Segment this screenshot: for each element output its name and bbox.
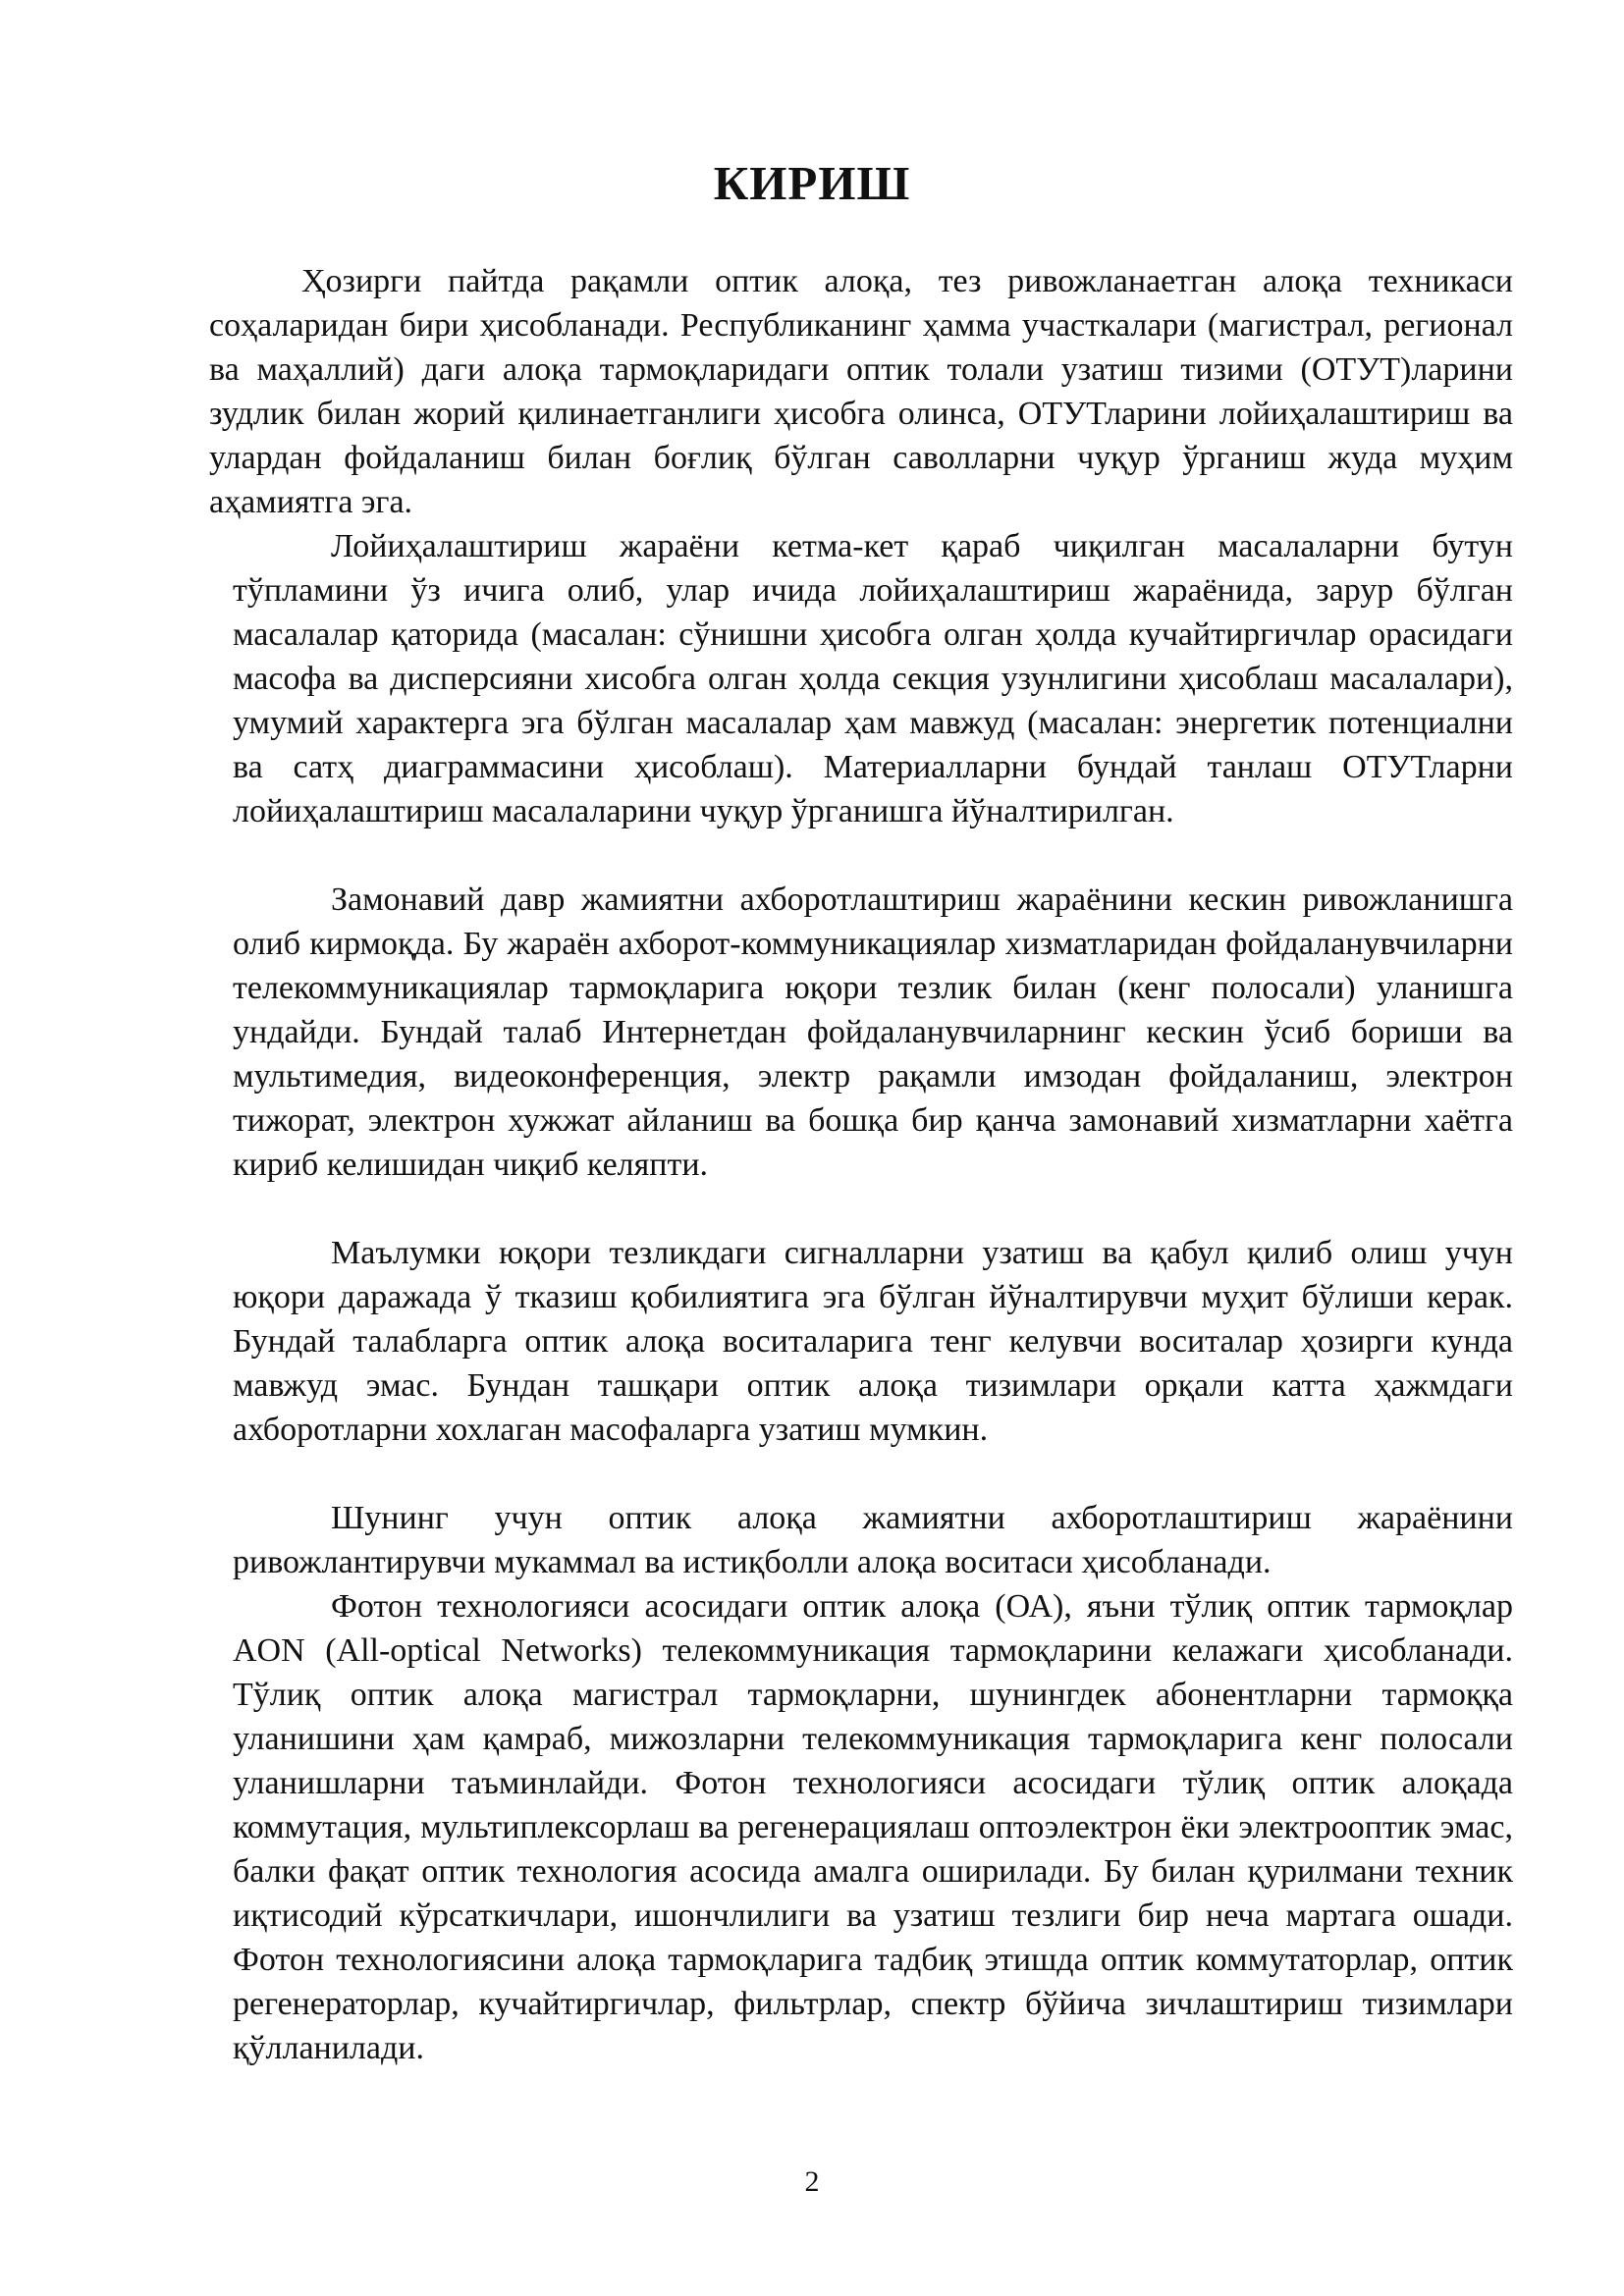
page-number: 2	[804, 2165, 820, 2198]
paragraph-4: Маълумки юқори тезликдаги сигналларни узатиш ва қабул қилиб олиш учун юқори даражада ў тказиш қобилиятига эга бўлган йўналтирувчи муҳит бўлиши керак. Бундай талабларга оптик алоқа воситаларига тенг келувчи воситалар ҳозирги кунда мавжуд эмас. Бундан ташқари оптик алоқа тизимлари орқали катта ҳажмдаги ахборотларни хохлаган масофаларга узатиш мумкин.	[233, 1235, 1513, 1448]
page-title: КИРИШ	[713, 156, 911, 210]
paragraph-5: Шунинг учун оптик алоқа жамиятни ахборотлаштириш жараёнини ривожлантирувчи мукаммал ва истиқболли алоқа воситаси ҳисобланади.	[233, 1500, 1513, 1580]
paragraph-6: Фотон технологияси асосидаги оптик алоқа (ОА), яъни тўлиқ оптик тармоқлар AON (All-optical Networks) телекоммуникация тармоқларини келажаги ҳисобланади. Тўлиқ оптик алоқа магистрал тармоқларни, шунингдек абонентларни тармоққа уланишини ҳам қамраб, мижозларни телекоммуникация тармоқларига кенг полосали уланишларни таъминлайди. Фотон технологияси асосидаги тўлиқ оптик алоқада коммутация, мультиплексорлаш ва регенерациялаш оптоэлектрон ёки электрооптик эмас, балки фақат оптик технология асосида амалга оширилади. Бу билан қурилмани техник иқтисодий кўрсаткичлари, ишончлилиги ва узатиш тезлиги бир неча мартага ошади. Фотон технологиясини алоқа тармоқларига тадбиқ этишда оптик коммутаторлар, оптик регенераторлар, кучайтиргичлар, фильтрлар, спектр бўйича зичлаштириш тизимлари қўлланилади.	[233, 1588, 1513, 2066]
paragraph-1: Ҳозирги пайтда рақамли оптик алоқа, тез ривожланаетган алоқа техникаси соҳаларидан бири ҳисобланади. Республиканинг ҳамма участкалари (магистрал, регионал ва маҳаллий) даги алоқа тармоқларидаги оптик толали узатиш тизими (ОТУТ)ларини зудлик билан жорий қилинаетганлиги ҳисобга олинса, ОТУТларини лойиҳалаштириш ва улардан фойдаланиш билан боғлиқ бўлган саволларни чуқур ўрганиш жуда муҳим аҳамиятга эга.	[209, 263, 1513, 520]
paragraph-2: Лойиҳалаштириш жараёни кетма-кет қараб чиқилган масалаларни бутун тўпламини ўз ичига олиб, улар ичида лойиҳалаштириш жараёнида, зарур бўлган масалалар қаторида (масалан: сўнишни ҳисобга олган ҳолда кучайтиргичлар орасидаги масофа ва дисперсияни хисобга олган ҳолда секция узунлигини ҳисоблаш масалалари), умумий характерга эга бўлган масалалар ҳам мавжуд (масалан: энергетик потенциални ва сатҳ диаграммасини ҳисоблаш). Материалларни бундай танлаш ОТУТларни лойиҳалаштириш масалаларини чуқур ўрганишга йўналтирилган.	[233, 528, 1513, 829]
paragraph-3: Замонавий давр жамиятни ахборотлаштириш жараёнини кескин ривожланишга олиб кирмоқда. Бу жараён ахборот-коммуникациялар хизматларидан фойдаланувчиларни телекоммуникациялар тармоқларига юқори тезлик билан (кенг полосали) уланишга ундайди. Бундай талаб Интернетдан фойдаланувчиларнинг кескин ўсиб бориши ва мультимедия, видеоконференция, электр рақамли имзодан фойдаланиш, электрон тижорат, электрон хужжат айланиш ва бошқа бир қанча замонавий хизматларни хаётга кириб келишидан чиқиб келяпти.	[233, 881, 1513, 1183]
